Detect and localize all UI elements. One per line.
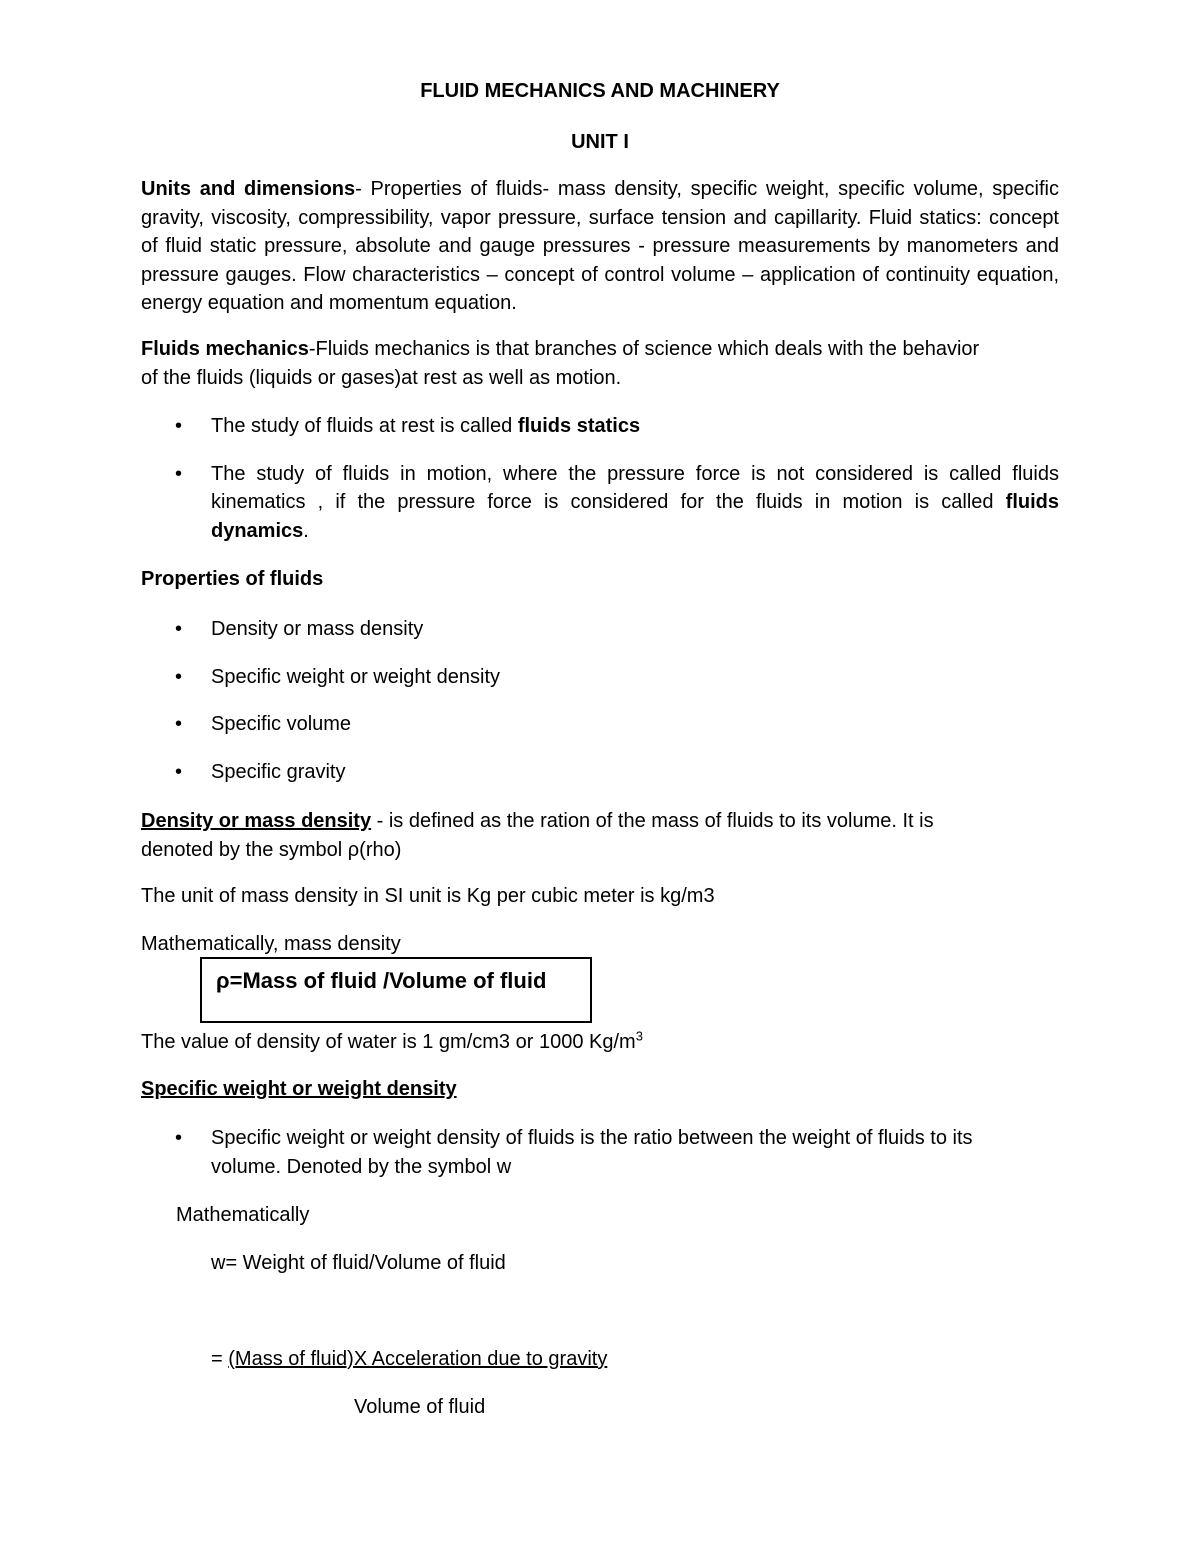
bullet-marker: • bbox=[175, 415, 183, 437]
bullet-kinematics-line-1: The study of fluids in motion, where the pressure force is not considered is called fluids bbox=[211, 463, 1059, 485]
specific-weight-bullet-line-1: Specific weight or weight density of fluids is the ratio between the weight of fluids to its bbox=[211, 1127, 973, 1149]
unit-heading: UNIT I bbox=[571, 131, 629, 153]
syllabus-text: - Properties of fluids- mass density, specific weight, specific volume, specific gravity, viscosity, compressibility, vapor pressure, surface tension and capillarity. Fluid statics: concept of fluid static pressure, absolute and gauge pressures - pressure measurements by manometers and pressure gauges. Flow characteristics – concept of control volume – application of continuity equation, energy equation and momentum equation. bbox=[141, 178, 1059, 314]
bullet-marker: • bbox=[175, 463, 183, 485]
formula-denominator: Volume of fluid bbox=[354, 1396, 486, 1418]
bullet-kinematics-line-3: dynamics. bbox=[211, 520, 309, 542]
density-formula-box bbox=[200, 957, 592, 1023]
syllabus-paragraph bbox=[141, 175, 1059, 318]
bullet-marker: • bbox=[175, 618, 183, 640]
specific-weight-bullet-line-2: volume. Denoted by the symbol w bbox=[211, 1156, 512, 1178]
density-formula: ρ=Mass of fluid /Volume of fluid bbox=[216, 968, 547, 993]
density-unit-text: The unit of mass density in SI unit is Kg per cubic meter is kg/m3 bbox=[141, 885, 715, 907]
definition-line-1: Fluids mechanics-Fluids mechanics is that branches of science which deals with the behavior bbox=[141, 338, 980, 360]
specific-weight-formula-2: = (Mass of fluid)X Acceleration due to gravity bbox=[211, 1348, 608, 1370]
density-math-label: Mathematically, mass density bbox=[141, 933, 401, 955]
properties-heading: Properties of fluids bbox=[141, 568, 324, 590]
syllabus-lead: Units and dimensions bbox=[141, 178, 356, 200]
definition-line-2: of the fluids (liquids or gases)at rest as well as motion. bbox=[141, 367, 622, 389]
density-heading: Density or mass density bbox=[141, 810, 372, 832]
bullet-marker: • bbox=[175, 761, 183, 783]
density-definition-line-1: Density or mass density - is defined as the ration of the mass of fluids to its volume. It is bbox=[141, 810, 934, 832]
document-title: FLUID MECHANICS AND MACHINERY bbox=[420, 80, 780, 102]
bullet-marker: • bbox=[175, 1127, 183, 1149]
specific-weight-heading: Specific weight or weight density bbox=[141, 1078, 457, 1100]
property-item: Density or mass density bbox=[211, 618, 424, 640]
water-density-text: The value of density of water is 1 gm/cm3 or 1000 $Kg/m^3$ bbox=[141, 1028, 643, 1053]
specific-weight-math-label: Mathematically bbox=[176, 1204, 310, 1226]
property-item: Specific weight or weight density bbox=[211, 666, 501, 688]
bullet-kinematics-line-2: kinematics , if the pressure force is considered for the fluids in motion is called fluids bbox=[211, 491, 1059, 513]
bullet-marker: • bbox=[175, 666, 183, 688]
property-item: Specific volume bbox=[211, 713, 352, 735]
specific-weight-formula-1: w= Weight of fluid/Volume of fluid bbox=[211, 1252, 506, 1274]
bullet-marker: • bbox=[175, 713, 183, 735]
formula-numerator: (Mass of fluid)X Acceleration due to gravity bbox=[228, 1348, 608, 1370]
density-definition-line-2: denoted by the symbol ρ(rho) bbox=[141, 839, 402, 861]
definition-lead: Fluids mechanics bbox=[141, 338, 309, 360]
bullet-fluid-statics: The study of fluids at rest is called fluids statics bbox=[211, 415, 641, 437]
property-item: Specific gravity bbox=[211, 761, 346, 783]
